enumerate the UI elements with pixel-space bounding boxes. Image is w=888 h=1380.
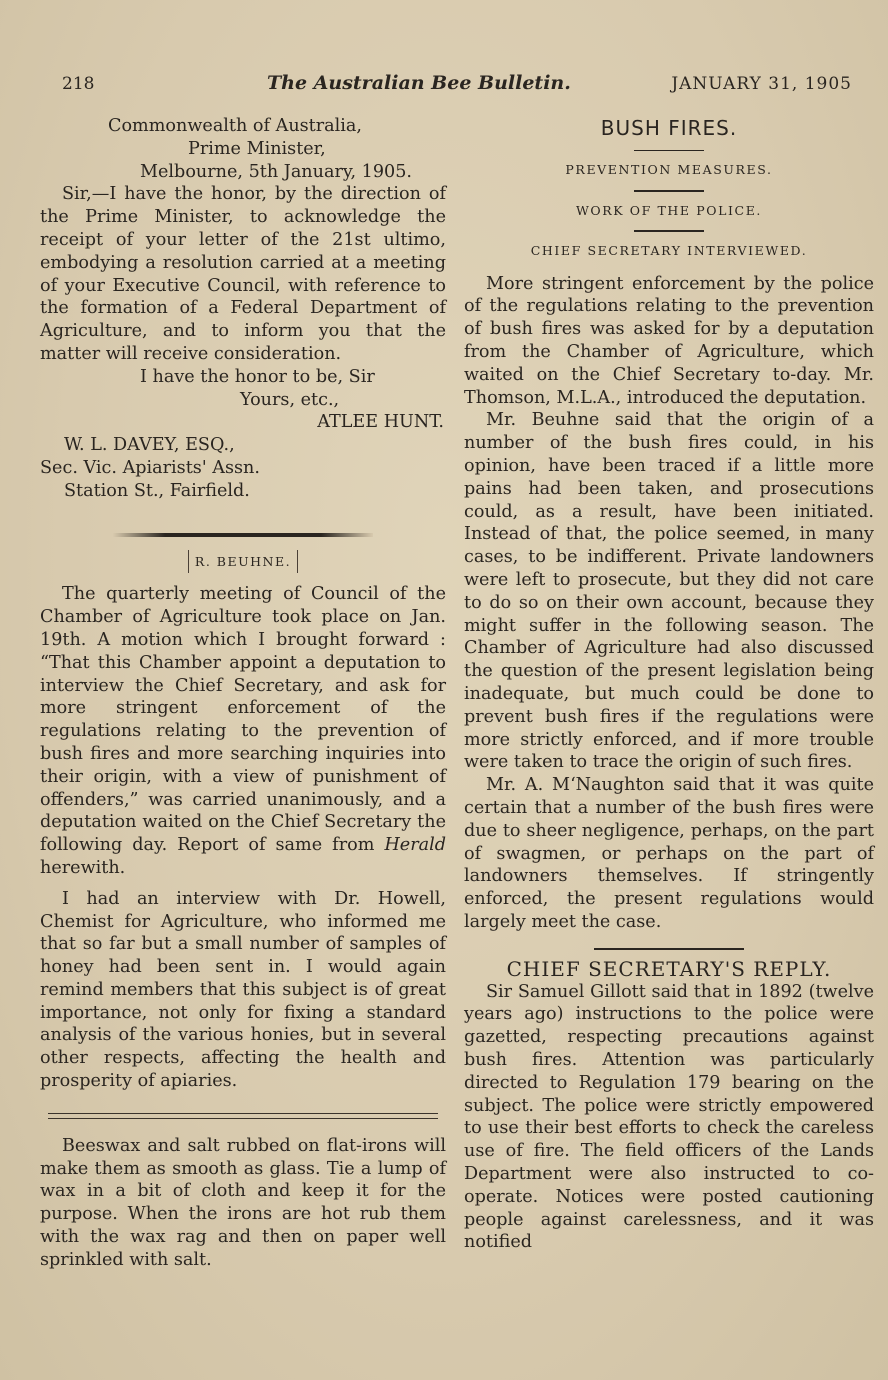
letter-heading-1: Commonwealth of Australia,	[108, 116, 362, 136]
issue-date: JANUARY 31, 1905	[671, 74, 852, 94]
beuhne-paragraph-1: The quarterly meeting of Council of the Chamber of Agriculture took place on Jan. 19th. A motion which I brought forward : “That this Chamber appoint a deputation to interview the Chief Secretary, and ask for more stringent enforcement of the regulations relating to the prevention of bush fires and more searching inquiries into their origin, with a view of punishment of offenders,” was carried unanimously, and a deputation waited on the Chief Secretary the following day. Report of same from Herald herewith.	[40, 584, 446, 878]
journal-title: The Australian Bee Bulletin.	[267, 72, 571, 94]
article-paragraph-4: Sir Samuel Gillott said that in 1892 (twelve years ago) instructions to the police were gazetted, respecting precautions against bush fires. Attention was particularly directed to Regulation 179 bearing on the subject. The police were strictly empowered to use their best efforts to check the careless use of fire. The field officers of the Lands Department were also instructed to co-operate. Notices were posted cautioning people against carelessness, and it was notified	[464, 981, 874, 1253]
letter-heading-2: Prime Minister,	[188, 138, 326, 159]
article-paragraph-3: Mr. A. M‘Naughton said that it was quite certain that a number of the bush fires were due to sheer negligence, perhaps, on the part of swagmen, or perhaps on the part of landowners themselves. If stringently enforced, the present regulations would largely meet the case.	[464, 775, 874, 932]
letter-address-3: Station St., Fairfield.	[64, 480, 250, 501]
subheading-police: WORK OF THE POLICE.	[575, 202, 762, 218]
letter-heading-3: Melbourne, 5th January, 1905.	[140, 161, 413, 182]
letter-signature: ATLEE HUNT.	[317, 412, 444, 433]
reply-divider	[594, 948, 744, 950]
subheading-prevention: PREVENTION MEASURES.	[565, 162, 773, 178]
right-column	[464, 115, 874, 1254]
subheading-rule-2	[634, 230, 704, 232]
title-rule	[634, 150, 704, 152]
subheading-interviewed: CHIEF SECRETARY INTERVIEWED.	[530, 242, 808, 258]
subheading-rule-1	[634, 190, 704, 192]
section-divider	[113, 533, 373, 537]
letter-closing-1: I have the honor to be, Sir	[140, 366, 375, 387]
beuhne-paragraph-2: I had an interview with Dr. Howell, Chemist for Agriculture, who informed me that so far but a small number of samples of honey had been sent in. I would again remind members that this subject is of great importance, not only for fixing a standard analysis of the various honies, but in several other respects, affecting the health and prosperity of apiaries.	[40, 888, 446, 1092]
letter-closing-2: Yours, etc.,	[240, 389, 340, 410]
left-column	[40, 115, 446, 1272]
page-number: 218	[62, 74, 95, 94]
letter	[40, 115, 446, 503]
letter-address-1: W. L. DAVEY, ESQ.,	[64, 435, 235, 456]
double-rule-divider	[48, 1113, 438, 1119]
letter-body: Sir,—I have the honor, by the direction of the Prime Minister, to acknowledge the receipt of your letter of the 21st ultimo, embodying a resolution carried at a meeting of your Executive Council, with reference to the formation of a Federal Department of Agriculture, and to inform you that the matter will receive consideration.	[40, 184, 446, 364]
article-paragraph-2: Mr. Beuhne said that the origin of a number of the bush fires could, in his opinion, have been traced if a little more pains had been taken, and prosecutions could, as a result, have been initiated. Instead of that, the police seemed, in many cases, to be indifferent. Private landowners were left to prosecute, but they did not care to do so on their own account, because they might suffer in the following season. The Chamber of Agriculture had also discussed the question of the present legislation being inadequate, but much could be done to prevent bush fires if the regulations were more strictly enforced, and if more trouble were taken to trace the origin of such fires.	[464, 410, 874, 773]
reply-heading: CHIEF SECRETARY'S REPLY.	[506, 956, 832, 981]
article-title: BUSH FIRES.	[600, 116, 738, 140]
page-header	[62, 72, 852, 100]
beuhne-heading: R. BEUHNE.	[40, 551, 446, 574]
article-paragraph-1: More stringent enforcement by the police of the regulations relating to the prevention of bush fires was asked for by a deputation from the Chamber of Agriculture, which waited on the Chief Secretary to-day. Mr. Thomson, M.L.A., introduced the deputation.	[464, 273, 874, 408]
letter-address-2: Sec. Vic. Apiarists' Assn.	[40, 457, 260, 478]
beeswax-paragraph: Beeswax and salt rubbed on flat-irons will make them as smooth as glass. Tie a lump of wax in a bit of cloth and keep it for the purpose. When the irons are hot rub them with the wax rag and then on paper well sprinkled with salt.	[40, 1135, 446, 1270]
